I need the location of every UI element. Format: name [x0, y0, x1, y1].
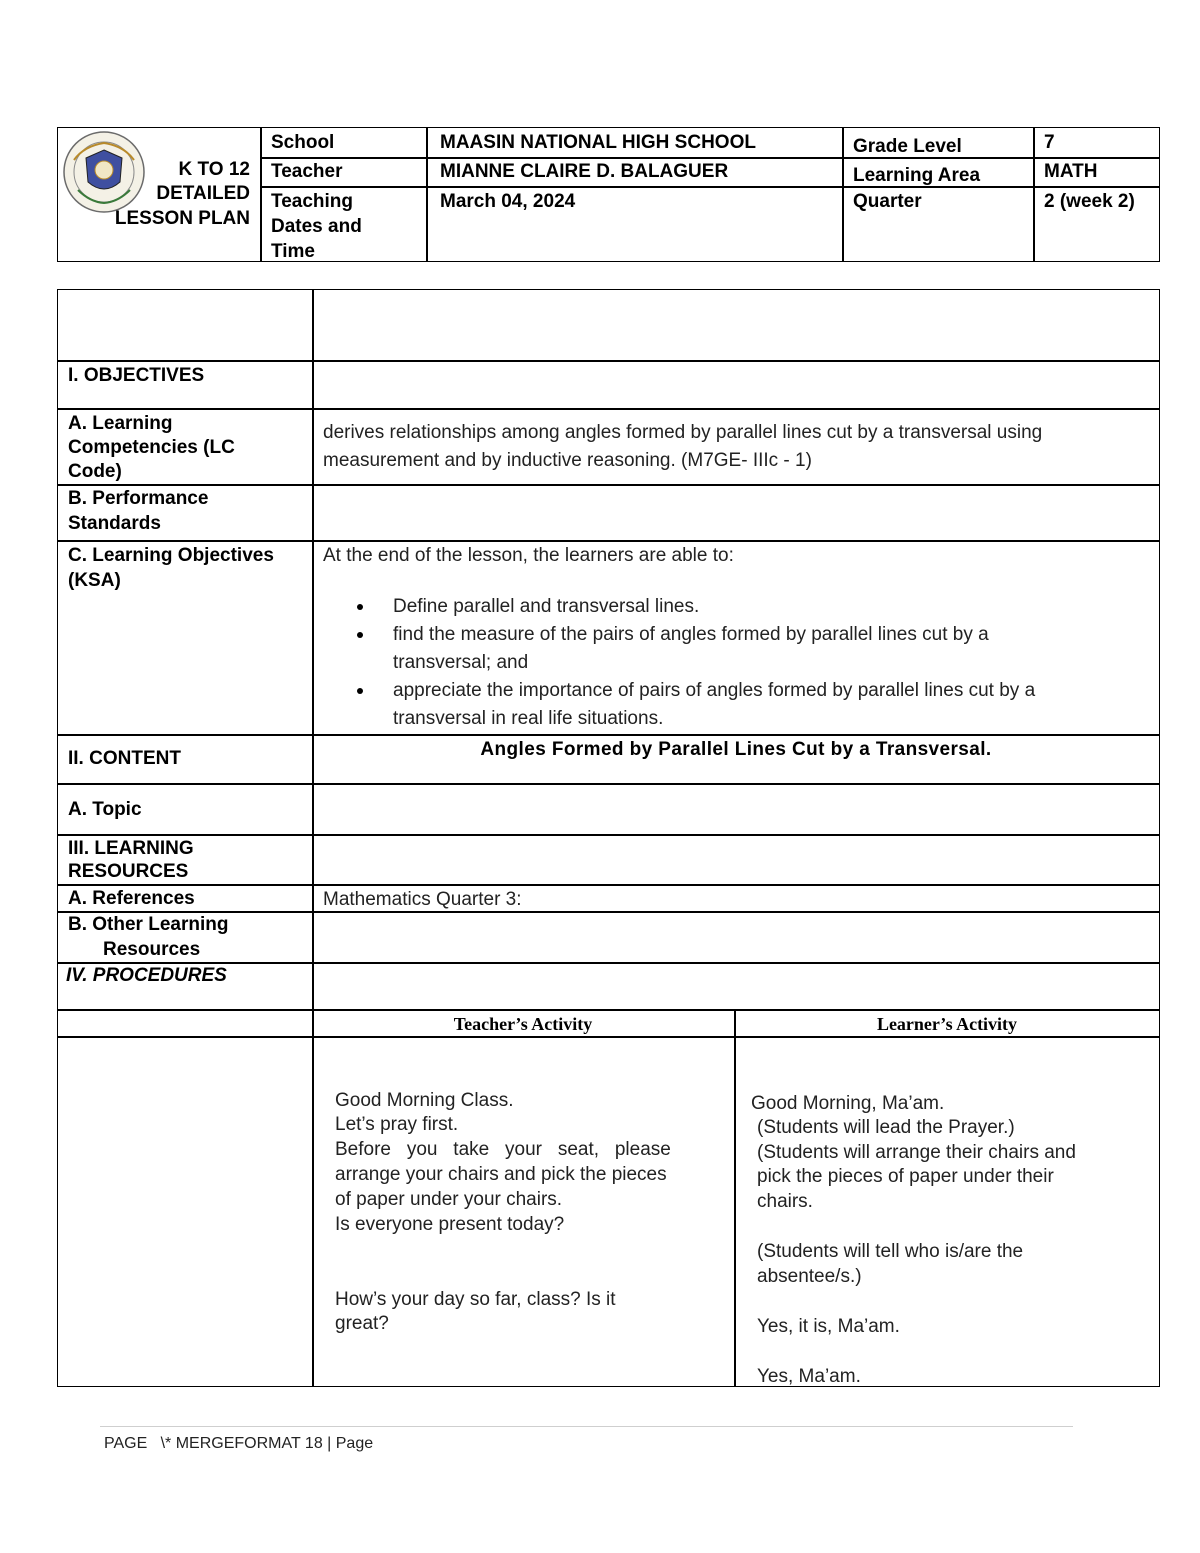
list-item-text: transversal in real life situations. [393, 708, 664, 729]
references-label: A. References [68, 888, 195, 909]
divider [57, 360, 1160, 362]
learner-line: chairs. [757, 1191, 813, 1212]
lo-label-1: C. Learning Objectives [68, 545, 274, 566]
school-value: MAASIN NATIONAL HIGH SCHOOL [440, 132, 756, 153]
learner-line: Good Morning, Ma’am. [751, 1093, 945, 1114]
area-label: Learning Area [853, 165, 981, 186]
list-item-continuation [393, 706, 1035, 734]
learner-line: pick the pieces of paper under their [757, 1166, 1054, 1187]
list-item-text: find the measure of the pairs of angles formed by parallel lines cut by a [393, 624, 989, 645]
dates-value: March 04, 2024 [440, 191, 576, 212]
quarter-value: 2 (week 2) [1044, 191, 1135, 212]
page-footer: PAGE \* MERGEFORMAT 18 | Page [104, 1435, 374, 1452]
divider [57, 783, 1160, 785]
learner-line: Yes, it is, Ma’am. [757, 1316, 900, 1337]
divider [57, 484, 1160, 486]
divider [57, 1009, 1160, 1011]
lo-list [393, 594, 1035, 734]
dates-label-1: Teaching [271, 191, 353, 212]
divider [57, 408, 1160, 410]
plan-title-line3: LESSON PLAN [114, 208, 250, 229]
teacher-line: Before you take your seat, please [335, 1139, 671, 1160]
references-value: Mathematics Quarter 3: [323, 889, 522, 910]
teacher-line: Good Morning Class. [335, 1090, 514, 1111]
area-value: MATH [1044, 161, 1098, 182]
lc-label-1: A. Learning [68, 413, 173, 434]
learner-line: absentee/s.) [757, 1266, 862, 1287]
learner-line: (Students will arrange their chairs and [757, 1142, 1076, 1163]
divider [57, 884, 1160, 886]
teacher-label: Teacher [271, 161, 343, 182]
bullet-icon [357, 688, 363, 694]
learner-line: (Students will lead the Prayer.) [757, 1117, 1015, 1138]
divider [842, 127, 844, 262]
learner-line: (Students will tell who is/are the [757, 1241, 1024, 1262]
list-item-continuation [393, 650, 1035, 678]
other-resources-label-1: B. Other Learning [68, 914, 229, 935]
plan-title-line1: K TO 12 [178, 159, 250, 180]
teacher-line: great? [335, 1313, 389, 1334]
divider [260, 127, 262, 262]
school-label: School [271, 132, 335, 153]
bullet-icon [357, 632, 363, 638]
teacher-value: MIANNE CLAIRE D. BALAGUER [440, 161, 729, 182]
resources-heading-2: RESOURCES [68, 861, 189, 882]
learner-line: Yes, Ma’am. [757, 1366, 861, 1387]
lc-label-2: Competencies (LC [68, 437, 235, 458]
divider [57, 1036, 1160, 1038]
list-item-text: appreciate the importance of pairs of angles formed by parallel lines cut by a [393, 680, 1036, 701]
lc-label-3: Code) [68, 461, 122, 482]
grade-label: Grade Level [853, 136, 962, 157]
ps-label-2: Standards [68, 513, 161, 534]
teacher-line: Is everyone present today? [335, 1214, 565, 1235]
teacher-line: How’s your day so far, class? Is it [335, 1289, 616, 1310]
content-title: Angles Formed by Parallel Lines Cut by a Transversal. [480, 739, 992, 760]
other-resources-label-2: Resources [103, 939, 201, 960]
list-item-text: Define parallel and transversal lines. [393, 596, 700, 617]
ps-label-1: B. Performance [68, 488, 209, 509]
divider [312, 289, 314, 1387]
quarter-label: Quarter [853, 191, 922, 212]
list-item [393, 678, 1035, 706]
topic-label: A. Topic [68, 799, 142, 820]
dates-label-3: Time [271, 241, 316, 262]
resources-heading-1: III. LEARNING [68, 838, 194, 859]
content-heading: II. CONTENT [68, 748, 181, 769]
list-item-text: transversal; and [393, 652, 529, 673]
lc-value-line2: measurement and by inductive reasoning. (M7GE- IIIc - 1) [323, 450, 812, 471]
divider [260, 186, 1160, 188]
footer-divider [100, 1426, 1073, 1427]
lo-intro: At the end of the lesson, the learners are able to: [323, 545, 734, 566]
learner-activity-header: Learner’s Activity [876, 1014, 1018, 1034]
divider [57, 734, 1160, 736]
bullet-icon [357, 604, 363, 610]
teacher-line: of paper under your chairs. [335, 1189, 563, 1210]
grade-value: 7 [1044, 132, 1055, 153]
divider [1033, 127, 1035, 262]
plan-title-line2: DETAILED [156, 183, 250, 204]
divider [734, 1009, 736, 1387]
lo-label-2: (KSA) [68, 570, 121, 591]
divider [57, 834, 1160, 836]
teacher-activity-header: Teacher’s Activity [453, 1014, 593, 1034]
divider [426, 127, 428, 262]
teacher-line: arrange your chairs and pick the pieces [335, 1164, 667, 1185]
dates-label-2: Dates and [271, 216, 362, 237]
divider [57, 540, 1160, 542]
list-item [393, 622, 1035, 650]
objectives-heading: I. OBJECTIVES [68, 365, 205, 386]
teacher-line: Let’s pray first. [335, 1114, 459, 1135]
list-item [393, 594, 1035, 622]
procedures-heading: IV. PROCEDURES [66, 965, 227, 986]
lc-value-line1: derives relationships among angles formed by parallel lines cut by a transversal using [323, 422, 1043, 443]
